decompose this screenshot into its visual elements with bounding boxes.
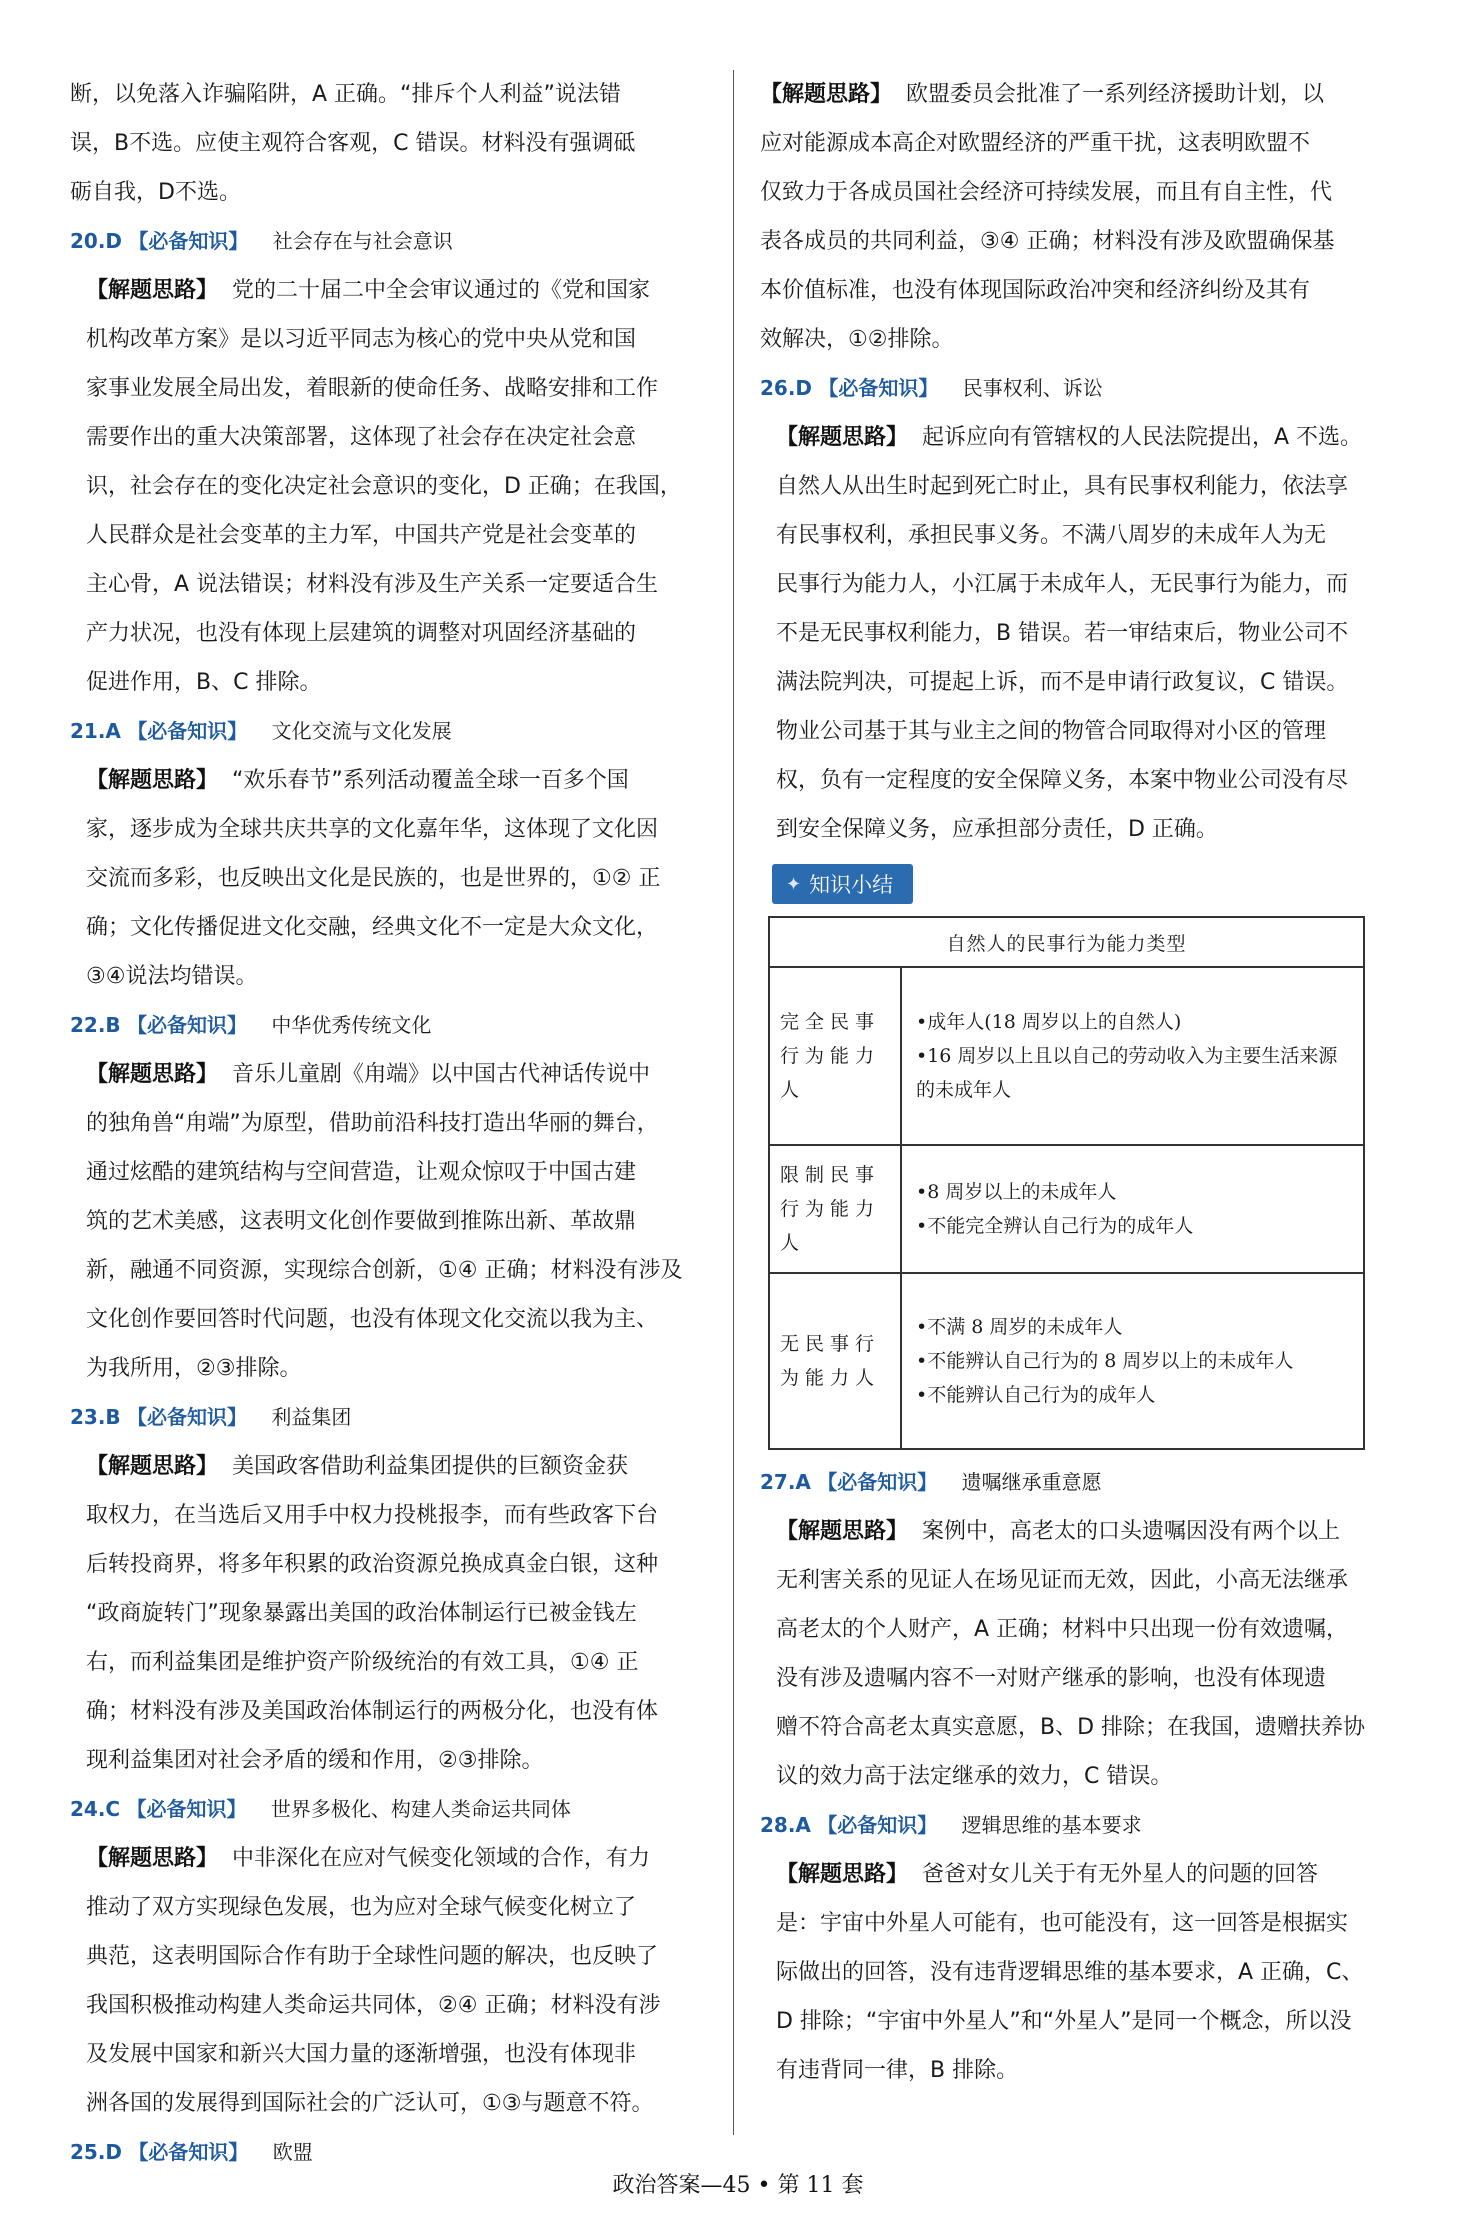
knowledge-tag: 【必备知识】 bbox=[128, 229, 249, 253]
table-item: •不满 8 周岁的未成年人 bbox=[916, 1316, 1123, 1338]
table-title: 自然人的民事行为能力类型 bbox=[769, 917, 1364, 967]
reasoning-label: 【解题思路】 bbox=[86, 1846, 219, 1871]
text-line: 民事行为能力人，小江属于未成年人，无民事行为能力，而 bbox=[776, 572, 1349, 597]
knowledge-tag: 【必备知识】 bbox=[128, 2140, 249, 2164]
reasoning-label: 【解题思路】 bbox=[760, 82, 893, 107]
knowledge-topic: 利益集团 bbox=[271, 1405, 352, 1429]
question-number: 21.A bbox=[70, 719, 121, 743]
text-line: 表各成员的共同利益，③④ 正确；材料没有涉及欧盟确保基 bbox=[760, 229, 1335, 254]
knowledge-tag: 【必备知识】 bbox=[127, 1013, 248, 1037]
table-description bbox=[901, 967, 1364, 1145]
text-line: 及发展中国家和新兴大国力量的逐渐增强，也没有体现非 bbox=[86, 2042, 637, 2067]
text-span: 美国政客借助利益集团提供的巨额资金获 bbox=[232, 1454, 629, 1479]
text-line bbox=[760, 70, 1400, 119]
knowledge-topic: 逻辑思维的基本要求 bbox=[961, 1813, 1142, 1837]
text-line: “政商旋转门”现象暴露出美国的政治体制运行已被金钱左 bbox=[86, 1601, 637, 1626]
question-23 bbox=[70, 1393, 712, 1785]
text-span: 欧盟委员会批准了一系列经济援助计划，以 bbox=[906, 82, 1325, 107]
question-number: 25.D bbox=[70, 2140, 123, 2164]
text-line: 确；文化传播促进文化交融，经典文化不一定是大众文化， bbox=[86, 915, 659, 940]
text-line: 文化创作要回答时代问题，也没有体现文化交流以我为主、 bbox=[86, 1307, 659, 1332]
text-line: 自然人从出生时起到死亡时止，具有民事权利能力，依法享 bbox=[776, 474, 1349, 499]
text-line: 家事业发展全局出发，着眼新的使命任务、战略安排和工作 bbox=[86, 376, 659, 401]
text-line: 产力状况，也没有体现上层建筑的调整对巩固经济基础的 bbox=[86, 621, 637, 646]
text-line: 需要作出的重大决策部署，这体现了社会存在决定社会意 bbox=[86, 425, 637, 450]
question-header bbox=[70, 1393, 712, 1442]
text-line: ③④说法均错误。 bbox=[86, 964, 258, 989]
text-line bbox=[70, 1834, 712, 1883]
text-line: 识，社会存在的变化决定社会意识的变化，D 正确；在我国， bbox=[86, 474, 682, 499]
text-line: 赠不符合高老太真实意愿，B、D 排除；在我国，遗赠扶养协 bbox=[776, 1715, 1366, 1740]
text-line: 推动了双方实现绿色发展，也为应对全球气候变化树立了 bbox=[86, 1895, 637, 1920]
text-span: 音乐儿童剧《甪端》以中国古代神话传说中 bbox=[232, 1062, 651, 1087]
text-line: 仅致力于各成员国社会经济可持续发展，而且有自主性，代 bbox=[760, 180, 1333, 205]
text-line: 际做出的回答，没有违背逻辑思维的基本要求，A 正确，C、 bbox=[776, 1960, 1364, 1985]
reasoning-label: 【解题思路】 bbox=[86, 1454, 219, 1479]
text-line: 没有涉及遗嘱内容不一对财产继承的影响，也没有体现遗 bbox=[776, 1666, 1327, 1691]
text-line: 我国积极推动构建人类命运共同体，②④ 正确；材料没有涉 bbox=[86, 1993, 661, 2018]
text-line bbox=[760, 413, 1400, 462]
question-header bbox=[760, 1801, 1400, 1850]
text-line: 议的效力高于法定继承的效力，C 错误。 bbox=[776, 1764, 1173, 1789]
knowledge-summary bbox=[760, 854, 1400, 1450]
text-line: 有民事权利，承担民事义务。不满八周岁的未成年人为无 bbox=[776, 523, 1327, 548]
knowledge-topic: 遗嘱继承重意愿 bbox=[961, 1470, 1102, 1494]
text-line: 有违背同一律，B 排除。 bbox=[776, 2058, 1019, 2083]
table-row bbox=[769, 967, 1364, 1145]
text-line: 主心骨，A 说法错误；材料没有涉及生产关系一定要适合生 bbox=[86, 572, 659, 597]
text-line: 后转投商界，将多年积累的政治资源兑换成真金白银，这种 bbox=[86, 1552, 659, 1577]
text-line: 无利害关系的见证人在场见证而无效，因此，小高无法继承 bbox=[776, 1568, 1349, 1593]
text-line: 的独角兽“甪端”为原型，借助前沿科技打造出华丽的舞台， bbox=[86, 1111, 659, 1136]
summary-tag-label: 知识小结 bbox=[809, 873, 894, 897]
text-span: 中非深化在应对气候变化领域的合作，有力 bbox=[232, 1846, 651, 1871]
question-number: 28.A bbox=[760, 1813, 811, 1837]
question-number: 20.D bbox=[70, 229, 123, 253]
question-22 bbox=[70, 1001, 712, 1393]
question-header bbox=[760, 1458, 1400, 1507]
text-line: 新，融通不同资源，实现综合创新，①④ 正确；材料没有涉及 bbox=[86, 1258, 683, 1283]
summary-tag bbox=[772, 864, 913, 904]
text-line: 本价值标准，也没有体现国际政治冲突和经济纠纷及其有 bbox=[760, 278, 1311, 303]
text-line: 洲各国的发展得到国际社会的广泛认可，①③与题意不符。 bbox=[86, 2091, 654, 2116]
question-26 bbox=[760, 364, 1400, 854]
text-line: 家，逐步成为全球共庆共享的文化嘉年华，这体现了文化因 bbox=[86, 817, 659, 842]
knowledge-tag: 【必备知识】 bbox=[817, 1813, 938, 1837]
question-25-body bbox=[760, 70, 1400, 364]
question-header bbox=[70, 707, 712, 756]
column-divider bbox=[733, 70, 734, 2135]
reasoning-label: 【解题思路】 bbox=[86, 768, 219, 793]
page-footer: 政治答案—45 • 第 11 套 bbox=[612, 2173, 864, 2198]
question-21 bbox=[70, 707, 712, 1001]
table-item: •成年人(18 周岁以上的自然人) bbox=[916, 1011, 1182, 1033]
text-line: 物业公司基于其与业主之间的物管合同取得对小区的管理 bbox=[776, 719, 1327, 744]
knowledge-topic: 民事权利、诉讼 bbox=[962, 376, 1103, 400]
table-row bbox=[769, 1145, 1364, 1273]
table-item: •不能完全辨认自己行为的成年人 bbox=[916, 1215, 1194, 1237]
question-number: 26.D bbox=[760, 376, 813, 400]
text-line: 效解决，①②排除。 bbox=[760, 327, 954, 352]
table-category: 完全民事行为能力人 bbox=[769, 967, 901, 1145]
knowledge-topic: 中华优秀传统文化 bbox=[271, 1013, 432, 1037]
knowledge-tag: 【必备知识】 bbox=[127, 719, 248, 743]
text-line: 促进作用，B、C 排除。 bbox=[86, 670, 322, 695]
sparkle-icon: ✦ bbox=[786, 873, 802, 895]
text-line: 人民群众是社会变革的主力军，中国共产党是社会变革的 bbox=[86, 523, 637, 548]
table-description bbox=[901, 1273, 1364, 1449]
text-line: 取权力，在当选后又用手中权力投桃报李，而有些政客下台 bbox=[86, 1503, 659, 1528]
question-24 bbox=[70, 1785, 712, 2128]
text-line bbox=[760, 1507, 1400, 1556]
table-description bbox=[901, 1145, 1364, 1273]
text-line: 应对能源成本高企对欧盟经济的严重干扰，这表明欧盟不 bbox=[760, 131, 1311, 156]
knowledge-tag: 【必备知识】 bbox=[817, 1470, 938, 1494]
knowledge-tag: 【必备知识】 bbox=[127, 1405, 248, 1429]
reasoning-label: 【解题思路】 bbox=[776, 1519, 909, 1544]
reasoning-label: 【解题思路】 bbox=[776, 1862, 909, 1887]
text-line: 右，而利益集团是维护资产阶级统治的有效工具，①④ 正 bbox=[86, 1650, 639, 1675]
right-column bbox=[760, 70, 1400, 2095]
text-line: 高老太的个人财产，A 正确；材料中只出现一份有效遗嘱， bbox=[776, 1617, 1349, 1642]
question-number: 22.B bbox=[70, 1013, 121, 1037]
text-line bbox=[70, 756, 712, 805]
knowledge-topic: 世界多极化、构建人类命运共同体 bbox=[270, 1797, 571, 1821]
text-line: 到安全保障义务，应承担部分责任，D 正确。 bbox=[776, 817, 1218, 842]
text-line bbox=[70, 1050, 712, 1099]
intro-paragraph bbox=[70, 70, 712, 217]
knowledge-topic: 文化交流与文化发展 bbox=[271, 719, 452, 743]
table-item: •8 周岁以上的未成年人 bbox=[916, 1181, 1117, 1203]
reasoning-label: 【解题思路】 bbox=[776, 425, 909, 450]
capacity-table bbox=[768, 916, 1365, 1450]
question-number: 23.B bbox=[70, 1405, 121, 1429]
knowledge-tag: 【必备知识】 bbox=[818, 376, 939, 400]
knowledge-topic: 欧盟 bbox=[272, 2140, 313, 2164]
text-line: 满法院判决，可提起上诉，而不是申请行政复议，C 错误。 bbox=[776, 670, 1349, 695]
table-category: 无民事行为能力人 bbox=[769, 1273, 901, 1449]
text-line: 通过炫酷的建筑结构与空间营造，让观众惊叹于中国古建 bbox=[86, 1160, 637, 1185]
text-line: 为我所用，②③排除。 bbox=[86, 1356, 302, 1381]
text-line bbox=[760, 1850, 1400, 1899]
table-item: •不能辨认自己行为的 8 周岁以上的未成年人 bbox=[916, 1350, 1294, 1372]
text-line bbox=[70, 1442, 712, 1491]
reasoning-label: 【解题思路】 bbox=[86, 1062, 219, 1087]
question-header bbox=[70, 217, 712, 266]
text-line: 权，负有一定程度的安全保障义务，本案中物业公司没有尽 bbox=[776, 768, 1349, 793]
text-span: 案例中，高老太的口头遗嘱因没有两个以上 bbox=[922, 1519, 1341, 1544]
text-line: 现利益集团对社会矛盾的缓和作用，②③排除。 bbox=[86, 1748, 544, 1773]
question-27 bbox=[760, 1458, 1400, 1801]
text-line: 典范，这表明国际合作有助于全球性问题的解决，也反映了 bbox=[86, 1944, 659, 1969]
reasoning-label: 【解题思路】 bbox=[86, 278, 219, 303]
question-number: 27.A bbox=[760, 1470, 811, 1494]
text-line: 误，B不选。应使主观符合客观，C 错误。材料没有强调砥 bbox=[70, 131, 636, 156]
question-header bbox=[70, 1001, 712, 1050]
text-line: 断，以免落入诈骗陷阱，A 正确。“排斥个人利益”说法错 bbox=[70, 82, 621, 107]
text-line: 是：宇宙中外星人可能有，也可能没有，这一回答是根据实 bbox=[776, 1911, 1349, 1936]
knowledge-topic: 社会存在与社会意识 bbox=[272, 229, 453, 253]
text-line: 砺自我，D不选。 bbox=[70, 180, 241, 205]
question-20 bbox=[70, 217, 712, 707]
text-line: 不是无民事权利能力，B 错误。若一审结束后，物业公司不 bbox=[776, 621, 1349, 646]
question-number: 24.C bbox=[70, 1797, 121, 1821]
text-line bbox=[70, 266, 712, 315]
table-item: •16 周岁以上且以自己的劳动收入为主要生活来源的未成年人 bbox=[916, 1045, 1338, 1101]
text-line: 机构改革方案》是以习近平同志为核心的党中央从党和国 bbox=[86, 327, 637, 352]
text-span: 爸爸对女儿关于有无外星人的问题的回答 bbox=[922, 1862, 1319, 1887]
text-span: 起诉应向有管辖权的人民法院提出，A 不选。 bbox=[922, 425, 1363, 450]
text-line: 交流而多彩，也反映出文化是民族的，也是世界的，①② 正 bbox=[86, 866, 661, 891]
question-28 bbox=[760, 1801, 1400, 2095]
text-line: 筑的艺术美感，这表明文化创作要做到推陈出新、革故鼎 bbox=[86, 1209, 637, 1234]
text-line: D 排除；“宇宙中外星人”和“外星人”是同一个概念，所以没 bbox=[776, 2009, 1352, 2034]
table-category: 限制民事行为能力人 bbox=[769, 1145, 901, 1273]
table-row bbox=[769, 1273, 1364, 1449]
text-line: 确；材料没有涉及美国政治体制运行的两极分化，也没有体 bbox=[86, 1699, 659, 1724]
left-column bbox=[70, 70, 712, 2177]
text-span: 党的二十届二中全会审议通过的《党和国家 bbox=[232, 278, 651, 303]
question-header bbox=[760, 364, 1400, 413]
table-item: •不能辨认自己行为的成年人 bbox=[916, 1384, 1156, 1406]
text-span: “欢乐春节”系列活动覆盖全球一百多个国 bbox=[232, 768, 629, 793]
knowledge-tag: 【必备知识】 bbox=[126, 1797, 247, 1821]
question-header bbox=[70, 1785, 712, 1834]
